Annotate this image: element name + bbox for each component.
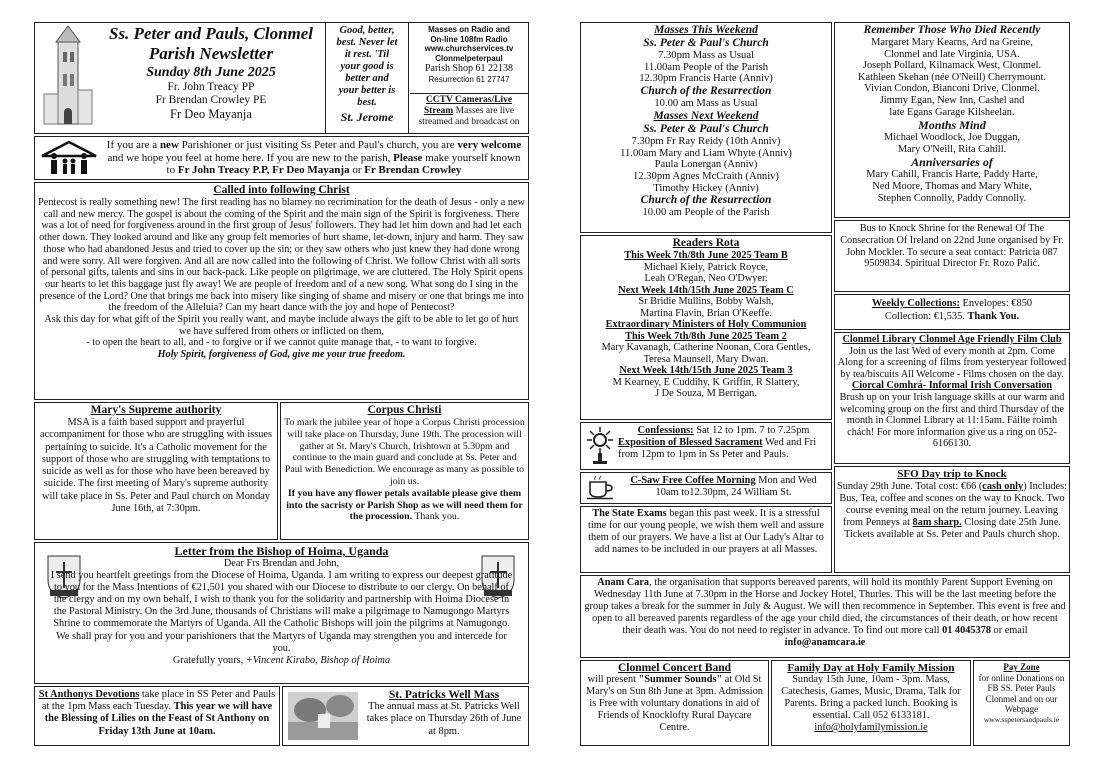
- irish-text: Brush up on your Irish language skills at our warm and welcoming group on the first and third Thursday of the month in Clonmel Library at 11:15am. Fáilte roimh chách! For more information give us a ring on 052-6166130.: [839, 391, 1065, 450]
- mass-time: Timothy Hickey (Anniv): [653, 182, 759, 194]
- csaw-title: C-Saw Free Coffee Morning: [630, 475, 756, 486]
- anamcara-or: or email: [990, 625, 1028, 636]
- church-2: Church of the Resurrection: [640, 85, 772, 98]
- sfo-text: Closing date 25th June. Tickets available at Ss. Peter and Pauls church shop.: [844, 516, 1061, 540]
- quote-line: best.: [357, 97, 377, 108]
- minister-names: Teresa Maunsell, Mary Dwan.: [643, 353, 769, 365]
- mind-name: Michael Woodlock, Joe Duggan,: [883, 132, 1021, 144]
- masses-title: Masses This Weekend: [654, 24, 758, 36]
- reflection-closing: Holy Spirit, forgiveness of God, give me your true freedom.: [157, 349, 406, 361]
- bishop-greeting: Dear Frs Brendan and John,: [223, 558, 340, 569]
- church-logo: [40, 24, 96, 130]
- welcome-names: Fr John Treacy P.P, Fr Deo Mayanja: [177, 164, 350, 176]
- readers-next: Next Week 14th/15th June 2025 Team C: [618, 284, 794, 296]
- anamcara-title: Anam Cara: [597, 577, 650, 588]
- mass-time: 11.00am People of the Parish: [643, 61, 769, 73]
- payzone-title: Pay Zone: [1003, 662, 1040, 672]
- wellmass-title: St. Patricks Well Mass: [388, 689, 500, 701]
- radio-line: Masses on Radio and: [428, 25, 510, 34]
- welcome-name3: Fr Brendan Crowley: [364, 164, 462, 176]
- anniversaries-title: Anniversaries of: [911, 155, 993, 170]
- reader-names: Michael Kiely, Patrick Royce,: [643, 261, 769, 273]
- church-4: Church of the Resurrection: [640, 194, 772, 207]
- bishop-body: I send you heartfelt greetings from the Diocese of Hoima, Uganda. I am writing to express our deepest gratitude to you for the Mass Intentions of €21,501 you shared with our Diocese to distribute to our clergy. On behalf of the clergy and on my own behalf, I wish to thank you for the solidarity and partnership with Hoima Diocese in the Pastoral Ministry. On the 3rd June, thousands of Christians will make a pilgrimage to Namugongo Martyrs Shrine to commemorate the Martyrs of Uganda. All the Catholic Bishops will join the pilgrims at Namugongo. We shall pray for you and your parishioners that the Martyrs of Uganda may strengthen you and intercede for you.: [50, 570, 513, 654]
- anthony-bold: This year we will have the Blessing of Lilies on the Feast of St Anthony on Friday 13th June at 10am.: [44, 701, 273, 737]
- remember-name: Jimmy Egan, New Inn, Cashel and: [879, 94, 1025, 106]
- months-mind-title: Months Mind: [918, 118, 986, 133]
- library-title: Clonmel Library Clonmel Age Friendly Film Club: [842, 334, 1062, 345]
- remember-name: Vivian Condon, Bianconi Drive, Clonmel.: [864, 83, 1040, 95]
- cctv-text: Masses are live streamed and broadcast on: [418, 106, 520, 127]
- sfo-title: SFO Day trip to Knock: [897, 468, 1007, 480]
- exams-title: The State Exams: [592, 508, 667, 519]
- family-title: Family Day at Holy Family Mission: [787, 662, 955, 674]
- collections-title: Weekly Collections:: [871, 298, 960, 309]
- resurrection-phone: Resurrection 61 27747: [428, 75, 510, 84]
- welcome-text: Parishioner or just visiting Ss Peter and Paul's church, you are: [178, 139, 458, 151]
- welcome-very: very welcome: [457, 139, 522, 151]
- ministers-title: Extraordinary Ministers of Holy Communion: [605, 319, 807, 330]
- anniv-name: Mary Cahill, Francis Harte, Paddy Harte,: [866, 169, 1038, 181]
- reflection-ask: Ask this day for what gift of the Spirit you really want, and maybe include always the gift to be able to let go of hurt we have suffered from others or inflicted on them,: [44, 314, 519, 337]
- monstrance-icon: [584, 426, 616, 466]
- mass-time: Paula Lonergan (Anniv): [654, 159, 758, 171]
- reader-names: Sr Bridie Mullins, Bobby Walsh,: [638, 296, 774, 307]
- shop-phone: Parish Shop 61 22138: [424, 63, 514, 74]
- ministers-next: Next Week 14th/15th June 2025 Team 3: [619, 365, 793, 376]
- sfo-text: ) Includes: Bus, Tea, coffee and scones on the way to Knock. Two course evening meal on the return journey. Leaving from Penneys at: [839, 481, 1067, 528]
- welcome-please: Please: [393, 151, 423, 164]
- reader-names: Leah O'Regan, Neo O'Dwyer.: [644, 273, 768, 284]
- minister-names: Mary Kavanagh, Catherine Noonan, Cora Gentles,: [601, 342, 811, 353]
- radio-link[interactable]: www.churchservices.tv: [424, 44, 514, 53]
- ministers-week: This Week 7th/8th June 2025 Team 2: [625, 330, 787, 342]
- family-text: Sunday 15th June, 10am - 3pm. Mass, Catechesis, Games, Music, Drama, Talk for Parents. Bring a packed lunch. Booking is essential. Call 052 6133181.: [781, 674, 961, 721]
- reflection-open: - to open the heart to all, and - to forgive or if we cannot quite manage that, - to want to forgive.: [86, 337, 477, 349]
- readers-week: This Week 7th/8th June 2025 Team B: [624, 250, 788, 261]
- quote-line: your better is: [338, 85, 396, 96]
- quote-line: Good, better,: [339, 25, 395, 36]
- wellmass-body: The annual mass at St. Patricks Well takes place on Thursday 26th of June at 8pm.: [366, 701, 522, 737]
- mass-time: 7.30pm Fr Ray Reidy (10th Anniv): [631, 135, 781, 147]
- quote-line: it rest. 'Til: [344, 49, 390, 60]
- sfo-time: 8am sharp.: [912, 516, 962, 528]
- sfo-text: Sunday 29th June. Total cost: €66 (: [837, 481, 983, 492]
- confessions-title: Confessions:: [637, 425, 694, 436]
- mass-time: 12.30pm Francis Harte (Anniv): [639, 73, 773, 85]
- anthony-title: St Anthonys Devotions: [38, 689, 140, 700]
- collections-thanks: Thank You.: [967, 311, 1020, 322]
- priest-1: Fr. John Treacy PP: [167, 81, 255, 93]
- radio-line: Clonmelpeterpaul: [435, 53, 503, 63]
- remember-name: Kathleen Skehan (née O'Neill) Cherrymount.: [858, 71, 1046, 83]
- mass-time: 10.00 am People of the Parish: [642, 207, 770, 219]
- welcome-text: and we hope you feel at home here. If you are new to the parish,: [107, 151, 394, 164]
- anamcara-phone: 01 4045378: [942, 625, 991, 636]
- priest-3: Fr Deo Mayanja: [170, 107, 252, 121]
- mass-time: 7.30pm Mass as Usual: [658, 50, 754, 61]
- remember-name: Margaret Mary Kearns, Ard na Greine,: [871, 37, 1033, 48]
- msa-title: Mary's Supreme authority: [90, 404, 222, 416]
- mass-time: 10.00 am Mass as Usual: [654, 98, 758, 110]
- remember-name: Joseph Pollard, Kilnamack West, Clonmel.: [862, 60, 1042, 72]
- quote-author: St. Jerome: [340, 110, 394, 124]
- corpus-bold: If you have any flower petals available please give them into the sacristy or Parish Shop as we will need them for the procession.: [286, 487, 523, 523]
- sfo-cash: cash only: [982, 481, 1024, 492]
- corpus-body: To mark the jubilee year of hope a Corpus Christi procession will take place on Thursday, June 19th. The procession will gather at St. Mary's Church, Irishtown at 5.30pm and continue to the main guard and conclude at Ss. Peter and Paul with Benediction. We encourage as many as possible to join us.: [284, 417, 525, 487]
- family-icon: [38, 140, 100, 176]
- coffee-cup-icon: [586, 476, 616, 500]
- anniv-name: Ned Moore, Thomas and Mary White,: [872, 180, 1032, 192]
- church-3: Ss. Peter & Paul's Church: [643, 122, 769, 135]
- cctv-title: CCTV Cameras/Live Stream: [423, 95, 513, 116]
- family-email[interactable]: info@holyfamilymission.ie: [814, 722, 928, 733]
- welcome-text: make yourself known to: [166, 151, 521, 176]
- mass-time: 12.30pm Agnes McCraith (Anniv): [633, 170, 779, 182]
- mind-name: Mary O'Neill, Rita Cahill.: [897, 143, 1007, 155]
- anniv-name: Stephen Connolly, Paddy Connolly.: [877, 192, 1027, 204]
- masses-next-title: Masses Next Weekend: [653, 109, 759, 122]
- parish-title: Ss. Peter and Pauls, Clonmel: [108, 24, 314, 43]
- quote-line: better and: [345, 73, 389, 84]
- welcome-new: new: [159, 139, 179, 151]
- payzone-url[interactable]: www.sspetersandpauls.ie: [983, 714, 1060, 724]
- quote-line: your good is: [340, 61, 394, 72]
- corpus-title: Corpus Christi: [367, 404, 442, 416]
- library-text: Join us the last Wed of every month at 2pm. Come Along for a screening of films from yesteryear followed by tea/biscuits All Welcome - Films chosen on the day.: [837, 345, 1067, 380]
- concert-text: at Old St Mary's on Sun 8th June at 3pm. Admission is Free with voluntary donations in aid of Friends of Knocklofty Rural Daycare Centre.: [586, 674, 763, 733]
- bishop-title: Letter from the Bishop of Hoima, Uganda: [174, 544, 389, 558]
- bishop-signer: +Vincent Kirabo, Bishop of Hoima: [245, 654, 391, 666]
- irish-title: Ciorcal Comhrá- Informal Irish Conversation: [851, 380, 1053, 392]
- csaw-text: Mon and Wed 10am to12.30pm, 24 William St.: [655, 475, 817, 499]
- concert-show: "Summer Sounds": [638, 674, 723, 685]
- collections-envelopes: Envelopes: €850: [959, 298, 1033, 309]
- remember-title: Remember Those Who Died Recently: [863, 24, 1041, 36]
- church-1: Ss. Peter & Paul's Church: [643, 37, 769, 49]
- well-photo: [288, 692, 358, 740]
- msa-body: MSA is a faith based support and prayerful accompaniment for those who are struggling with issues pertaining to suicide. It's a Catholic movement for the support of those who are struggling with temptations to suicide as well as for those who have been bereaved by suicide. The first meeting of Mary's supreme authority will take place in Ss. Peter and Paul church on Monday June 16th, at 7:30pm.: [40, 417, 272, 515]
- concert-text: will present: [587, 674, 639, 685]
- welcome-or: or: [349, 164, 365, 176]
- reflection-title: Called into following Christ: [213, 184, 350, 196]
- minister-names: M Kearney, E Cuddihy, K Griffin, R Slattery,: [612, 376, 800, 388]
- radio-line: On-line 108fm Radio: [430, 34, 508, 44]
- anamcara-text: , the organisation that supports bereaved parents, will hold its monthly Parent Support Evening on Wednesday 11th June at 7.30pm in the Horse and Jockey Hotel, Thurles. This will be the last meeting before the group takes a break for the summer in July & August. We will then recommence in September. This event is free and open to all bereaved parents regardless of the age your child died, the circumstances of their death, or how recent their death was. You do not need to register in advance. To find out more call: [584, 577, 1066, 636]
- bishop-sign: Gratefully yours,: [172, 654, 246, 666]
- welcome-text: If you are a: [106, 139, 160, 151]
- collections-amount: Collection: €1,535.: [884, 311, 968, 322]
- knock-bus-text: Bus to Knock Shrine for the Renewal Of The Consecration Of Ireland on 22nd June organised by Fr. John Mockler. To secure a seat contact: Patricia 087 9509834. Spiritual Director Fr. Rozo Palić.: [840, 223, 1064, 270]
- minister-names: J De Souza, M Berrigan.: [655, 388, 757, 399]
- remember-name: Clonmel and late Virginia, USA.: [884, 48, 1020, 60]
- exposition-title: Exposition of Blessed Sacrament: [618, 437, 763, 448]
- mass-time: 11.00am Mary and Liam Whyte (Anniv): [620, 147, 792, 159]
- reflection-body: Pentecost is really something new! The first reading has no blarney no recrimination for the death of Jesus - only a new call and new mercy. The gospel is about the coming of the Spirit and the main sign of the Spirit is forgiveness. There was a lot of need for forgiveness around in the first group of Jesus' followers. They had let him down and had let each other down. They looked around and like any group felt memories of hurt shame, let-down, injury and harm. They saw those who had abandoned Jesus and tried to cover up the sin; or they saw others who just knew they had done wrong and were sorry. All were forgiven. And all are now called into the following of Christ. We follow Christ with all sorts of personal gifts, talents and sins in our back-pack. Like people on pilgrimage, we are cluttered. The Holy Spirit opens our hearts to let this baggage just fly away! We are people of freedom and of a new song. What song do I sing in the presence of the Lord? One that brings me back into misery like singing of shame and misery or one that brings me into the freedom of the Alleluia? Can my heart dance with the joy and hope of Pentecost?: [38, 197, 525, 314]
- anamcara-email[interactable]: info@anamcara.ie: [784, 637, 866, 648]
- newsletter-date: Sunday 8th June 2025: [146, 65, 276, 80]
- newsletter-title: Parish Newsletter: [148, 44, 274, 63]
- readers-title: Readers Rota: [672, 237, 740, 249]
- payzone-text: for online Donations on FB SS. Peter Pauls Clonmel and on our Webpage: [978, 672, 1065, 715]
- quote-line: best. Never let: [336, 37, 398, 48]
- exposition-text: Wed and Fri from 12pm to 1pm in Ss Peter and Pauls.: [618, 437, 817, 460]
- priest-2: Fr Brendan Crowley PE: [155, 94, 267, 106]
- reader-names: Martina Flavin, Brian O'Keeffe.: [640, 307, 772, 319]
- remember-name: late Egans Garage Kilsheelan.: [889, 106, 1015, 118]
- confessions-text: Sat 12 to 1pm. 7 to 7.25pm: [693, 425, 810, 436]
- exams-text: began this past week. It is a stressful time for our young people, we wish them well and assure them of our prayers. We have a list at Our Lady's Altar to add names to be included in our prayers at all Masses.: [588, 508, 824, 555]
- corpus-thanks: Thank you.: [412, 511, 460, 523]
- concert-title: Clonmel Concert Band: [617, 662, 732, 674]
- anthony-text: take place in SS Peter and Pauls at the 1pm Mass each Tuesday.: [41, 689, 276, 713]
